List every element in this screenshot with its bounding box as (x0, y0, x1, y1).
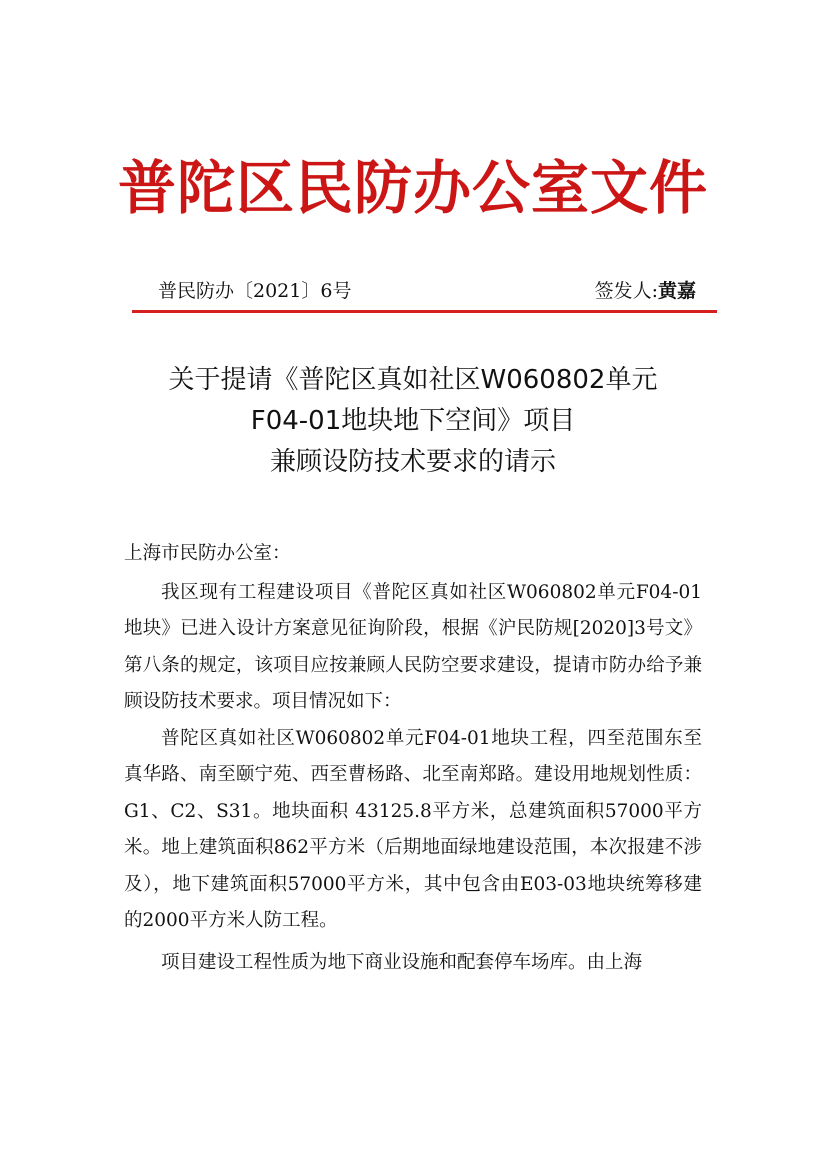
signer-label: 签发人: (594, 280, 658, 302)
body-paragraph-2: 普陀区真如社区W060802单元F04-01地块工程，四至范围东至真华路、南至颐宁苑、西至曹杨路、北至南郑路。建设用地规划性质：G1、C2、S31。地块面积 43125.8平方米，总建筑面积57000平方米。地上建筑面积862平方米（后期地面绿地建设范围，本次报建不涉及），地下建筑面积57000平方米，其中包含由E03-03地块统筹移建的2000平方米人防工程。 (124, 727, 702, 931)
subject-line-2: F04-01地块地下空间》项目 (250, 406, 576, 436)
document-subject (0, 360, 826, 483)
signer-name: 黄嘉 (657, 280, 696, 302)
subject-line-3: 兼顾设防技术要求的请示 (269, 447, 556, 477)
addressee: 上海市民防办公室： (124, 543, 291, 564)
document-header-title: 普陀区民防办公室文件 (117, 154, 708, 222)
body-paragraph-3: 项目建设工程性质为地下商业设施和配套停车场库。由上海 (161, 951, 643, 973)
header-divider-rule (132, 310, 717, 313)
document-body (124, 536, 702, 981)
subject-line-1: 关于提请《普陀区真如社区W060802单元 (168, 365, 658, 395)
document-number: 普民防办〔2021〕6号 (158, 280, 352, 302)
body-paragraph-1: 我区现有工程建设项目《普陀区真如社区W060802单元F04-01地块》已进入设计方案意见征询阶段，根据《沪民防规[2020]3号文》第八条的规定，该项目应按兼顾人民防空要求建设，提请市防办给予兼顾设防技术要求。项目情况如下： (124, 581, 702, 712)
signer (595, 276, 696, 306)
